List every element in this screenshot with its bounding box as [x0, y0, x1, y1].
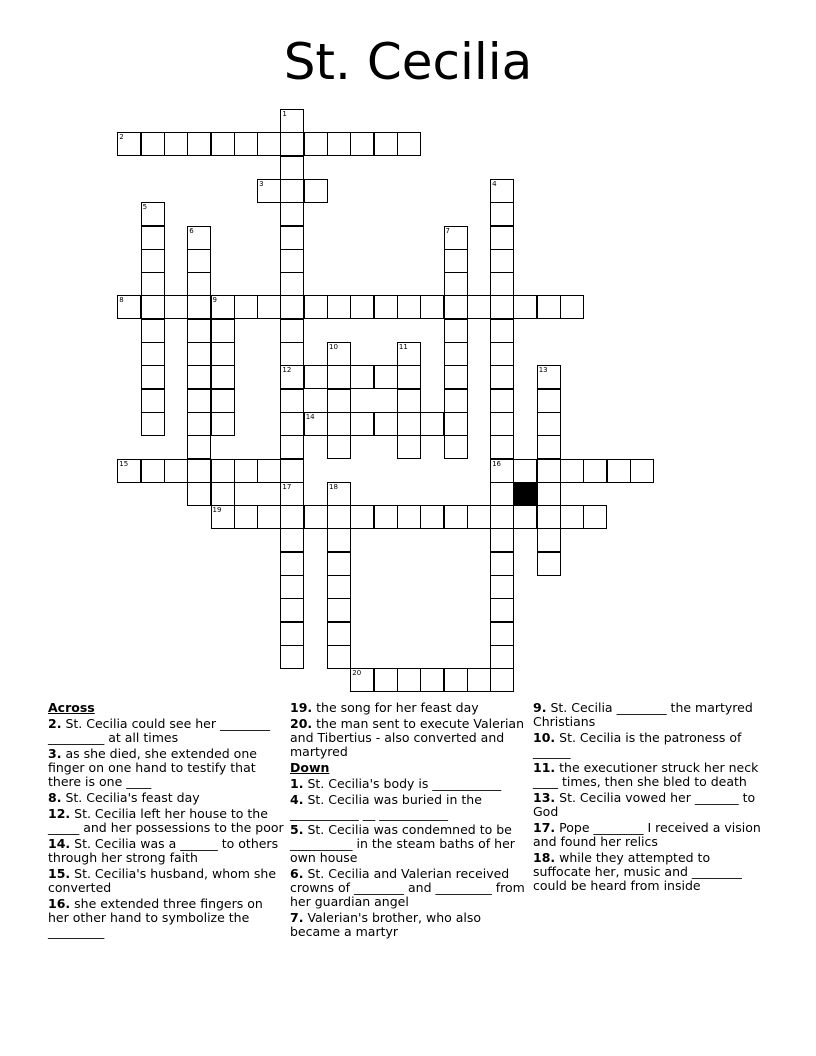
- grid-cell[interactable]: [280, 389, 304, 413]
- clue-across-16: [48, 897, 286, 939]
- grid-cell[interactable]: [444, 365, 468, 389]
- grid-cell[interactable]: [280, 202, 304, 226]
- cell-number: 13: [538, 366, 548, 375]
- clue-down-9: [533, 701, 771, 729]
- clue-number: 16.: [48, 896, 71, 911]
- grid-cell[interactable]: [234, 132, 258, 156]
- grid-cell[interactable]: [304, 412, 328, 436]
- clue-number: 7.: [290, 910, 304, 925]
- cell-number: 11: [398, 343, 408, 351]
- clue-down-11: [533, 761, 771, 789]
- clue-text: St. Cecilia vowed her _______ to God: [533, 790, 756, 819]
- grid-cell[interactable]: [537, 482, 561, 506]
- clue-number: 14.: [48, 836, 71, 851]
- grid-cell[interactable]: [490, 319, 514, 343]
- grid-cell[interactable]: [280, 365, 304, 389]
- cell-number: 12: [282, 366, 292, 375]
- clue-number: 15.: [48, 866, 71, 881]
- grid-cell[interactable]: [280, 598, 304, 622]
- clue-number: 6.: [290, 866, 304, 881]
- grid-cell[interactable]: [280, 272, 304, 296]
- clue-across-12: [48, 807, 286, 835]
- clue-down-5: [290, 823, 528, 865]
- grid-cell[interactable]: [490, 295, 514, 319]
- grid-cell[interactable]: [234, 295, 258, 319]
- clue-number: 2.: [48, 716, 62, 731]
- grid-cell[interactable]: [211, 365, 235, 389]
- grid-cell[interactable]: [444, 342, 468, 366]
- grid-cell[interactable]: [537, 528, 561, 552]
- grid-cell[interactable]: [444, 389, 468, 413]
- grid-cell[interactable]: [187, 459, 211, 483]
- grid-cell[interactable]: [164, 459, 188, 483]
- grid-cell[interactable]: [211, 482, 235, 506]
- grid-cell[interactable]: [397, 365, 421, 389]
- grid-cell[interactable]: [374, 365, 398, 389]
- grid-cell[interactable]: [211, 505, 235, 529]
- cell-number: 3: [259, 179, 264, 188]
- grid-cell[interactable]: [490, 342, 514, 366]
- cell-number: 6: [189, 226, 194, 235]
- grid-cell[interactable]: [280, 459, 304, 483]
- cell-number: 20: [352, 669, 362, 678]
- clue-text: St. Cecilia's body is ___________: [307, 776, 502, 791]
- grid-cell[interactable]: [280, 482, 304, 506]
- clue-text: St. Cecilia could see her ________ _________ at all times: [48, 716, 270, 745]
- grid-cell[interactable]: [304, 505, 328, 529]
- grid-cell[interactable]: [537, 459, 561, 483]
- grid-cell[interactable]: [560, 505, 584, 529]
- grid-cell[interactable]: [374, 412, 398, 436]
- clue-text: Pope ________ I received a vision and found her relics: [533, 820, 761, 849]
- grid-cell[interactable]: [537, 412, 561, 436]
- clue-number: 19.: [290, 700, 313, 715]
- grid-cell[interactable]: [327, 365, 351, 389]
- grid-cell[interactable]: [280, 342, 304, 366]
- grid-cell[interactable]: [444, 272, 468, 296]
- grid-cell[interactable]: [234, 505, 258, 529]
- grid-cell[interactable]: [280, 109, 304, 133]
- clue-text: as she died, she extended one finger on one hand to testify that there is one ____: [48, 746, 257, 789]
- clue-down-6: [290, 867, 528, 909]
- grid-cell[interactable]: [490, 202, 514, 226]
- grid-cell[interactable]: [280, 249, 304, 273]
- grid-cell[interactable]: [280, 528, 304, 552]
- cell-number: 17: [282, 482, 292, 491]
- grid-cell[interactable]: [187, 319, 211, 343]
- grid-cell[interactable]: [280, 179, 304, 203]
- clue-text: St. Cecilia's feast day: [65, 790, 200, 805]
- clue-down-17: [533, 821, 771, 849]
- clue-text: while they attempted to suffocate her, music and ________ could be heard from inside: [533, 850, 742, 893]
- grid-cell[interactable]: [374, 505, 398, 529]
- clue-across-8: [48, 791, 286, 805]
- grid-cell[interactable]: [490, 528, 514, 552]
- grid-cell[interactable]: [327, 412, 351, 436]
- clue-text: St. Cecilia ________ the martyred Christians: [533, 700, 753, 729]
- grid-cell[interactable]: [187, 435, 211, 459]
- grid-cell[interactable]: [141, 342, 165, 366]
- clue-number: 10.: [533, 730, 556, 745]
- down-heading: Down: [290, 760, 330, 775]
- grid-cell[interactable]: [141, 295, 165, 319]
- clue-text: St. Cecilia and Valerian received crowns of ________ and _________ from her guardian angel: [290, 866, 525, 909]
- grid-cell[interactable]: [350, 132, 374, 156]
- grid-cell[interactable]: [537, 389, 561, 413]
- grid-cell[interactable]: [141, 412, 165, 436]
- grid-cell[interactable]: [327, 552, 351, 576]
- grid-cell[interactable]: [444, 412, 468, 436]
- grid-cell[interactable]: [164, 295, 188, 319]
- cell-number: 18: [329, 482, 338, 491]
- grid-cell[interactable]: [280, 412, 304, 436]
- grid-cell[interactable]: [280, 156, 304, 180]
- grid-cell[interactable]: [327, 528, 351, 552]
- grid-cell[interactable]: [187, 132, 211, 156]
- clue-down-13: [533, 791, 771, 819]
- grid-cell[interactable]: [141, 249, 165, 273]
- grid-cell[interactable]: [280, 132, 304, 156]
- grid-cell[interactable]: [257, 505, 281, 529]
- grid-cell[interactable]: [280, 319, 304, 343]
- clue-text: she extended three fingers on her other hand to symbolize the _________: [48, 896, 263, 939]
- clue-across-14: [48, 837, 286, 865]
- clue-down-4: [290, 793, 528, 821]
- grid-cell[interactable]: [490, 622, 514, 646]
- grid-cell[interactable]: [327, 645, 351, 669]
- grid-cell[interactable]: [187, 482, 211, 506]
- clue-number: 11.: [533, 760, 556, 775]
- grid-cell[interactable]: [444, 319, 468, 343]
- cell-number: 2: [119, 133, 124, 142]
- grid-cell[interactable]: [420, 668, 444, 692]
- cell-number: 14: [305, 412, 315, 421]
- grid-cell[interactable]: [490, 668, 514, 692]
- grid-cell[interactable]: [187, 249, 211, 273]
- grid-cell[interactable]: [630, 459, 654, 483]
- grid-cell[interactable]: [444, 249, 468, 273]
- grid-cell[interactable]: [560, 459, 584, 483]
- grid-cell[interactable]: [490, 272, 514, 296]
- cell-number: 9: [212, 296, 217, 305]
- grid-cell[interactable]: [187, 272, 211, 296]
- grid-cell[interactable]: [467, 505, 491, 529]
- grid-cell[interactable]: [280, 505, 304, 529]
- grid-cell[interactable]: [583, 459, 607, 483]
- grid-cell[interactable]: [304, 365, 328, 389]
- grid-cell[interactable]: [490, 179, 514, 203]
- grid-cell[interactable]: [211, 132, 235, 156]
- cell-number: 10: [329, 343, 338, 351]
- clue-text: St. Cecilia is the patroness of ______: [533, 730, 742, 759]
- grid-cell[interactable]: [490, 575, 514, 599]
- cell-number: 1: [282, 110, 287, 118]
- cell-number: 7: [445, 226, 450, 235]
- grid-cell[interactable]: [420, 412, 444, 436]
- grid-cell[interactable]: [187, 342, 211, 366]
- grid-cell[interactable]: [350, 505, 374, 529]
- black-cell: [513, 482, 537, 506]
- grid-cell[interactable]: [280, 552, 304, 576]
- grid-cell[interactable]: [467, 295, 491, 319]
- grid-cell[interactable]: [513, 459, 537, 483]
- clue-across-19: [290, 701, 528, 715]
- grid-cell[interactable]: [537, 365, 561, 389]
- grid-cell[interactable]: [397, 435, 421, 459]
- grid-cell[interactable]: [187, 365, 211, 389]
- grid-cell[interactable]: [397, 342, 421, 366]
- grid-cell[interactable]: [187, 389, 211, 413]
- grid-cell[interactable]: [327, 622, 351, 646]
- clue-number: 17.: [533, 820, 556, 835]
- grid-cell[interactable]: [607, 459, 631, 483]
- grid-cell[interactable]: [397, 389, 421, 413]
- grid-cell[interactable]: [117, 132, 141, 156]
- grid-cell[interactable]: [537, 552, 561, 576]
- clue-across-2: [48, 717, 286, 745]
- cell-number: 15: [119, 459, 129, 468]
- grid-cell[interactable]: [513, 295, 537, 319]
- clue-text: the man sent to execute Valerian and Tibertius - also converted and martyred: [290, 716, 525, 759]
- grid-cell[interactable]: [350, 412, 374, 436]
- grid-cell[interactable]: [141, 389, 165, 413]
- grid-cell[interactable]: [560, 295, 584, 319]
- clues-column-2: [290, 701, 528, 941]
- grid-cell[interactable]: [490, 226, 514, 250]
- grid-cell[interactable]: [583, 505, 607, 529]
- grid-cell[interactable]: [234, 459, 258, 483]
- grid-cell[interactable]: [490, 389, 514, 413]
- grid-cell[interactable]: [141, 132, 165, 156]
- grid-cell[interactable]: [350, 365, 374, 389]
- grid-cell[interactable]: [187, 226, 211, 250]
- cell-number: 19: [212, 506, 222, 515]
- grid-cell[interactable]: [467, 668, 491, 692]
- grid-cell[interactable]: [374, 295, 398, 319]
- grid-cell[interactable]: [327, 482, 351, 506]
- grid-cell[interactable]: [211, 412, 235, 436]
- grid-cell[interactable]: [327, 389, 351, 413]
- grid-cell[interactable]: [327, 132, 351, 156]
- grid-cell[interactable]: [141, 272, 165, 296]
- grid-cell[interactable]: [327, 575, 351, 599]
- grid-cell[interactable]: [420, 295, 444, 319]
- grid-cell[interactable]: [327, 505, 351, 529]
- grid-cell[interactable]: [374, 132, 398, 156]
- clue-down-1: [290, 777, 528, 791]
- grid-cell[interactable]: [327, 342, 351, 366]
- grid-cell[interactable]: [374, 668, 398, 692]
- cell-number: 4: [492, 179, 497, 188]
- clue-down-18: [533, 851, 771, 893]
- clue-text: St. Cecilia's husband, whom she converted: [48, 866, 277, 895]
- grid-cell[interactable]: [141, 459, 165, 483]
- grid-cell[interactable]: [444, 226, 468, 250]
- grid-cell[interactable]: [490, 598, 514, 622]
- grid-cell[interactable]: [141, 226, 165, 250]
- clues-column-3: [533, 701, 771, 895]
- grid-cell[interactable]: [420, 505, 444, 529]
- grid-cell[interactable]: [117, 295, 141, 319]
- grid-cell[interactable]: [211, 319, 235, 343]
- clue-number: 9.: [533, 700, 547, 715]
- clue-down-10: [533, 731, 771, 759]
- clue-across-3: [48, 747, 286, 789]
- grid-cell[interactable]: [257, 295, 281, 319]
- grid-cell[interactable]: [304, 295, 328, 319]
- grid-cell[interactable]: [280, 575, 304, 599]
- clue-number: 20.: [290, 716, 313, 731]
- grid-cell[interactable]: [257, 132, 281, 156]
- clue-number: 3.: [48, 746, 62, 761]
- grid-cell[interactable]: [513, 505, 537, 529]
- cell-number: 16: [492, 459, 502, 468]
- clue-number: 1.: [290, 776, 304, 791]
- grid-cell[interactable]: [397, 132, 421, 156]
- clue-number: 12.: [48, 806, 71, 821]
- grid-cell[interactable]: [444, 295, 468, 319]
- grid-cell[interactable]: [490, 505, 514, 529]
- grid-cell[interactable]: [141, 202, 165, 226]
- grid-cell[interactable]: [327, 295, 351, 319]
- clue-text: St. Cecilia was condemned to be __________ in the steam baths of her own house: [290, 822, 515, 865]
- grid-cell[interactable]: [117, 459, 141, 483]
- clue-across-20: [290, 717, 528, 759]
- grid-cell[interactable]: [490, 249, 514, 273]
- grid-cell[interactable]: [350, 295, 374, 319]
- clue-number: 13.: [533, 790, 556, 805]
- clue-text: the executioner struck her neck ____ times, then she bled to death: [533, 760, 759, 789]
- grid-cell[interactable]: [490, 435, 514, 459]
- grid-cell[interactable]: [164, 132, 188, 156]
- grid-cell[interactable]: [141, 319, 165, 343]
- grid-cell[interactable]: [327, 598, 351, 622]
- clue-text: Valerian's brother, who also became a martyr: [290, 910, 482, 939]
- clue-number: 8.: [48, 790, 62, 805]
- grid-cell[interactable]: [350, 668, 374, 692]
- puzzle-title: St. Cecilia: [283, 33, 533, 91]
- grid-cell[interactable]: [257, 179, 281, 203]
- cell-number: 5: [142, 203, 148, 212]
- clue-text: St. Cecilia was a ______ to others through her strong faith: [48, 836, 279, 865]
- grid-cell[interactable]: [187, 295, 211, 319]
- grid-cell[interactable]: [537, 505, 561, 529]
- grid-cell[interactable]: [537, 435, 561, 459]
- clue-number: 5.: [290, 822, 304, 837]
- grid-cell[interactable]: [280, 622, 304, 646]
- grid-cell[interactable]: [397, 505, 421, 529]
- cell-number: 8: [119, 296, 124, 305]
- grid-cell[interactable]: [211, 342, 235, 366]
- clue-text: St. Cecilia was buried in the ___________ __ ___________: [290, 792, 482, 821]
- clue-number: 18.: [533, 850, 556, 865]
- grid-cell[interactable]: [444, 435, 468, 459]
- grid-cell[interactable]: [257, 459, 281, 483]
- grid-cell[interactable]: [141, 365, 165, 389]
- clue-text: the song for her feast day: [316, 700, 479, 715]
- grid-cell[interactable]: [280, 295, 304, 319]
- grid-cell[interactable]: [211, 389, 235, 413]
- grid-cell[interactable]: [211, 459, 235, 483]
- clue-text: St. Cecilia left her house to the _____ and her possessions to the poor: [48, 806, 284, 835]
- across-heading: Across: [48, 700, 95, 715]
- grid-cell[interactable]: [490, 412, 514, 436]
- grid-cell[interactable]: [327, 435, 351, 459]
- grid-cell[interactable]: [304, 132, 328, 156]
- grid-cell[interactable]: [444, 668, 468, 692]
- grid-cell[interactable]: [280, 226, 304, 250]
- grid-cell[interactable]: [490, 459, 514, 483]
- grid-cell[interactable]: [211, 295, 235, 319]
- grid-cell[interactable]: [537, 295, 561, 319]
- grid-cell[interactable]: [280, 645, 304, 669]
- grid-cell[interactable]: [490, 482, 514, 506]
- grid-cell[interactable]: [187, 412, 211, 436]
- grid-cell[interactable]: [397, 412, 421, 436]
- grid-cell[interactable]: [397, 668, 421, 692]
- grid-cell[interactable]: [490, 645, 514, 669]
- grid-cell[interactable]: [490, 365, 514, 389]
- clues-column-1: [48, 701, 286, 941]
- grid-cell[interactable]: [304, 179, 328, 203]
- grid-cell[interactable]: [444, 505, 468, 529]
- clue-down-7: [290, 911, 528, 939]
- grid-cell[interactable]: [490, 552, 514, 576]
- grid-cell[interactable]: [280, 435, 304, 459]
- clue-across-15: [48, 867, 286, 895]
- grid-cell[interactable]: [397, 295, 421, 319]
- clue-number: 4.: [290, 792, 304, 807]
